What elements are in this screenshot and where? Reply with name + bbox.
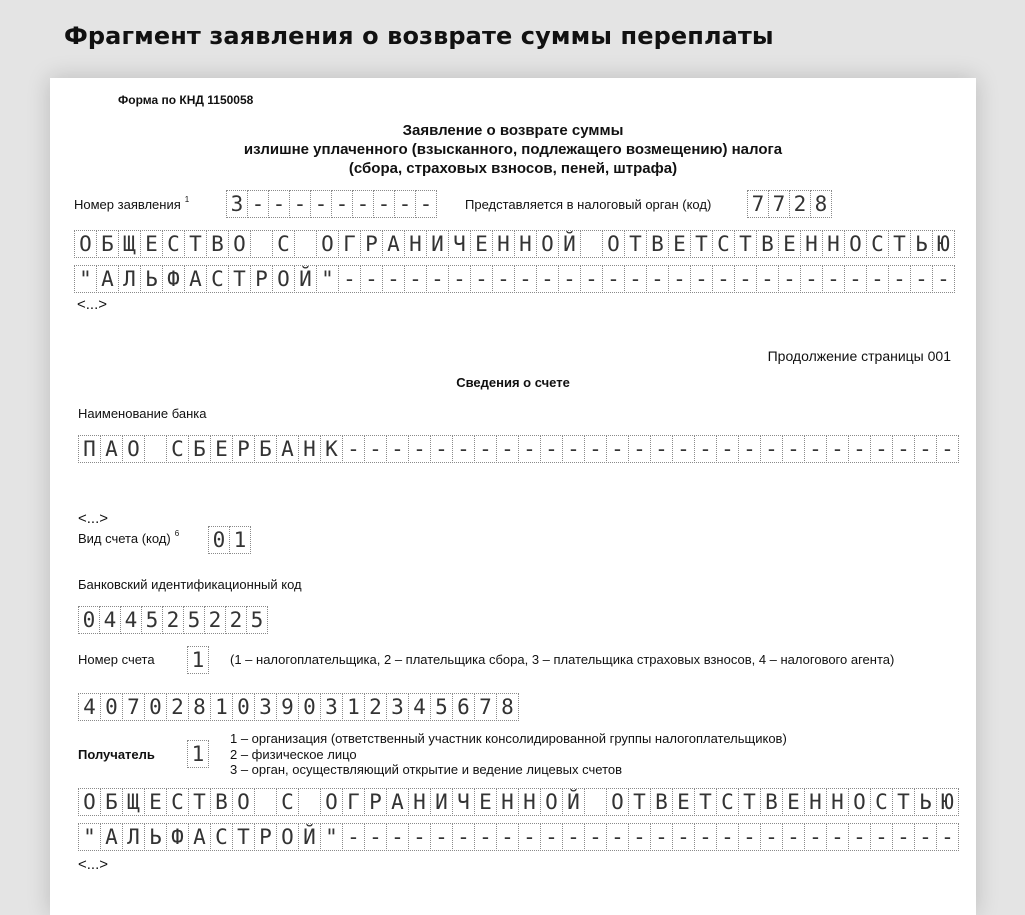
char-cell: Н xyxy=(514,230,537,258)
char-cell: - xyxy=(364,823,387,851)
char-cell: Т xyxy=(624,230,647,258)
char-cell: 3 xyxy=(254,693,277,721)
char-cell: " xyxy=(74,265,97,293)
char-cell: - xyxy=(672,823,695,851)
char-cell: Р xyxy=(232,435,255,463)
char-cell: 1 xyxy=(187,646,209,674)
char-cell: О xyxy=(602,230,625,258)
char-cell: - xyxy=(800,265,823,293)
char-cell: 7 xyxy=(122,693,145,721)
char-cell: - xyxy=(782,823,805,851)
char-cell: - xyxy=(558,265,581,293)
char-cell: - xyxy=(518,823,541,851)
char-cell: - xyxy=(580,265,603,293)
char-cell: Ф xyxy=(162,265,185,293)
char-cell: П xyxy=(78,435,101,463)
char-cell: С xyxy=(870,788,893,816)
char-cell: 1 xyxy=(229,526,251,554)
char-cell: Р xyxy=(364,788,387,816)
char-cell: - xyxy=(892,823,915,851)
bik-cells[interactable] xyxy=(78,606,268,634)
char-cell: - xyxy=(888,265,911,293)
omission-marker: <...> xyxy=(78,856,109,873)
char-cell: Т xyxy=(184,230,207,258)
char-cell: Ь xyxy=(910,230,933,258)
char-cell: 1 xyxy=(187,740,209,768)
char-cell: О xyxy=(606,788,629,816)
char-cell: 7 xyxy=(474,693,497,721)
char-cell: - xyxy=(782,435,805,463)
char-cell: - xyxy=(936,823,959,851)
char-cell: - xyxy=(470,265,493,293)
char-cell: 3 xyxy=(226,190,248,218)
document-title-line: (сбора, страховых взносов, пеней, штрафа) xyxy=(348,160,678,177)
char-cell: 4 xyxy=(120,606,142,634)
char-cell: С xyxy=(272,230,295,258)
char-cell: 2 xyxy=(789,190,811,218)
char-cell: Л xyxy=(118,265,141,293)
char-cell: - xyxy=(628,435,651,463)
char-cell: 7 xyxy=(747,190,769,218)
document-title-line: Заявление о возврате суммы xyxy=(402,122,624,139)
char-cell: 8 xyxy=(496,693,519,721)
char-cell: - xyxy=(496,435,519,463)
char-cell: Е xyxy=(672,788,695,816)
form-sheet xyxy=(50,78,976,915)
char-cell: - xyxy=(584,435,607,463)
char-cell: 0 xyxy=(298,693,321,721)
char-cell: - xyxy=(804,435,827,463)
char-cell: И xyxy=(426,230,449,258)
char-cell: Т xyxy=(690,230,713,258)
document-title xyxy=(50,121,976,178)
char-cell: Й xyxy=(558,230,581,258)
char-cell: - xyxy=(606,823,629,851)
form-code: Форма по КНД 1150058 xyxy=(118,93,254,107)
char-cell: В xyxy=(756,230,779,258)
char-cell: О xyxy=(276,823,299,851)
char-cell: С xyxy=(276,788,299,816)
char-cell: - xyxy=(848,435,871,463)
account-section-title: Сведения о счете xyxy=(456,375,570,390)
char-cell: 0 xyxy=(100,693,123,721)
bank-name-cells[interactable] xyxy=(78,435,959,463)
char-cell: 6 xyxy=(452,693,475,721)
char-cell: С xyxy=(206,265,229,293)
char-cell: - xyxy=(562,435,585,463)
char-cell: Т xyxy=(888,230,911,258)
char-cell: Е xyxy=(782,788,805,816)
char-cell: - xyxy=(426,265,449,293)
account-owner-cells[interactable] xyxy=(187,646,209,674)
char-cell: 8 xyxy=(810,190,832,218)
char-cell: - xyxy=(760,435,783,463)
char-cell: 7 xyxy=(768,190,790,218)
char-cell: И xyxy=(430,788,453,816)
char-cell: А xyxy=(96,265,119,293)
char-cell: 1 xyxy=(210,693,233,721)
char-cell: Н xyxy=(804,788,827,816)
char-cell: Б xyxy=(100,788,123,816)
footnote-marker: 6 xyxy=(174,529,180,538)
char-cell: С xyxy=(866,230,889,258)
footnote-marker: 1 xyxy=(184,195,190,204)
char-cell: 2 xyxy=(225,606,247,634)
char-cell: - xyxy=(331,190,353,218)
char-cell: - xyxy=(514,265,537,293)
char-cell: В xyxy=(646,230,669,258)
recipient-option: 1 – организация (ответственный участник консолидированной группы налогоплательщиков) xyxy=(230,731,787,746)
char-cell: Н xyxy=(822,230,845,258)
char-cell: С xyxy=(166,435,189,463)
char-cell: Е xyxy=(140,230,163,258)
char-cell: В xyxy=(210,788,233,816)
char-cell: - xyxy=(628,823,651,851)
char-cell: - xyxy=(778,265,801,293)
char-cell: Й xyxy=(294,265,317,293)
char-cell: С xyxy=(716,788,739,816)
recipient-options xyxy=(230,731,787,778)
char-cell: - xyxy=(448,265,471,293)
page-title: Фрагмент заявления о возврате суммы переплаты xyxy=(64,22,774,50)
char-cell: В xyxy=(206,230,229,258)
char-cell: - xyxy=(584,823,607,851)
char-cell: Ь xyxy=(144,823,167,851)
char-cell: Т xyxy=(628,788,651,816)
char-cell: - xyxy=(804,823,827,851)
char-cell: Ь xyxy=(914,788,937,816)
char-cell: О xyxy=(74,230,97,258)
char-cell xyxy=(250,230,273,258)
char-cell: 9 xyxy=(276,693,299,721)
char-cell: - xyxy=(474,823,497,851)
char-cell: Р xyxy=(250,265,273,293)
char-cell: - xyxy=(540,435,563,463)
char-cell: - xyxy=(932,265,955,293)
account-owner-hint: (1 – налогоплательщика, 2 – плательщика сбора, 3 – плательщика страховых взносов, 4 – налогового агента) xyxy=(230,652,895,667)
char-cell: " xyxy=(78,823,101,851)
tax-authority-label: Представляется в налоговый орган (код) xyxy=(465,197,712,212)
char-cell: - xyxy=(408,435,431,463)
char-cell: - xyxy=(430,435,453,463)
char-cell: - xyxy=(386,435,409,463)
char-cell: Е xyxy=(144,788,167,816)
char-cell: - xyxy=(734,265,757,293)
char-cell: Е xyxy=(470,230,493,258)
char-cell: Ю xyxy=(936,788,959,816)
char-cell: Б xyxy=(188,435,211,463)
char-cell: Е xyxy=(210,435,233,463)
char-cell: - xyxy=(562,823,585,851)
application-number-label-text: Номер заявления xyxy=(74,197,181,212)
char-cell: С xyxy=(210,823,233,851)
char-cell: С xyxy=(712,230,735,258)
char-cell: Н xyxy=(518,788,541,816)
char-cell: - xyxy=(822,265,845,293)
char-cell: С xyxy=(166,788,189,816)
char-cell: Ч xyxy=(448,230,471,258)
char-cell: В xyxy=(650,788,673,816)
char-cell xyxy=(584,788,607,816)
account-type-label xyxy=(78,531,179,546)
char-cell: - xyxy=(352,190,374,218)
char-cell: - xyxy=(826,823,849,851)
char-cell: Н xyxy=(800,230,823,258)
char-cell: О xyxy=(122,435,145,463)
char-cell: Н xyxy=(404,230,427,258)
char-cell: О xyxy=(844,230,867,258)
char-cell: О xyxy=(536,230,559,258)
char-cell: Е xyxy=(778,230,801,258)
char-cell: - xyxy=(646,265,669,293)
char-cell: Т xyxy=(232,823,255,851)
char-cell: Н xyxy=(826,788,849,816)
char-cell: Т xyxy=(734,230,757,258)
char-cell: - xyxy=(373,190,395,218)
account-type-label-text: Вид счета (код) xyxy=(78,531,171,546)
page-continuation-note: Продолжение страницы 001 xyxy=(767,348,951,364)
char-cell: - xyxy=(672,435,695,463)
char-cell: - xyxy=(624,265,647,293)
char-cell: Т xyxy=(228,265,251,293)
char-cell: 4 xyxy=(78,693,101,721)
char-cell xyxy=(144,435,167,463)
char-cell: 2 xyxy=(204,606,226,634)
char-cell: - xyxy=(536,265,559,293)
char-cell: Щ xyxy=(122,788,145,816)
char-cell: - xyxy=(408,823,431,851)
char-cell: Н xyxy=(408,788,431,816)
char-cell: Щ xyxy=(118,230,141,258)
char-cell: К xyxy=(320,435,343,463)
char-cell: - xyxy=(866,265,889,293)
char-cell: - xyxy=(844,265,867,293)
char-cell: - xyxy=(338,265,361,293)
char-cell: 3 xyxy=(320,693,343,721)
document-title-line: излишне уплаченного (взысканного, подлежащего возмещению) налога xyxy=(243,141,783,158)
bik-label: Банковский идентификационный код xyxy=(78,577,302,592)
application-number-cells[interactable] xyxy=(226,190,437,218)
char-cell: 5 xyxy=(246,606,268,634)
char-cell: О xyxy=(272,265,295,293)
char-cell: 0 xyxy=(208,526,230,554)
char-cell: - xyxy=(716,823,739,851)
tax-authority-cells[interactable] xyxy=(747,190,832,218)
char-cell: А xyxy=(386,788,409,816)
recipient-name-line-1[interactable] xyxy=(78,788,959,816)
char-cell: - xyxy=(452,435,475,463)
char-cell: 5 xyxy=(430,693,453,721)
char-cell: - xyxy=(694,823,717,851)
char-cell: - xyxy=(756,265,779,293)
char-cell: О xyxy=(540,788,563,816)
bank-name-label: Наименование банка xyxy=(78,406,207,421)
char-cell: - xyxy=(870,435,893,463)
char-cell: - xyxy=(870,823,893,851)
char-cell: - xyxy=(606,435,629,463)
char-cell: - xyxy=(364,435,387,463)
recipient-name-line-2[interactable] xyxy=(78,823,959,851)
char-cell: 3 xyxy=(386,693,409,721)
char-cell: 4 xyxy=(99,606,121,634)
char-cell: - xyxy=(694,435,717,463)
omission-marker: <...> xyxy=(77,296,108,313)
char-cell: Ю xyxy=(932,230,955,258)
recipient-option: 2 – физическое лицо xyxy=(230,746,357,762)
char-cell: О xyxy=(228,230,251,258)
organization-name-line-2[interactable] xyxy=(74,265,955,293)
char-cell: 5 xyxy=(183,606,205,634)
char-cell: 0 xyxy=(144,693,167,721)
char-cell: Ч xyxy=(452,788,475,816)
char-cell: А xyxy=(184,265,207,293)
char-cell: - xyxy=(268,190,290,218)
char-cell: Н xyxy=(496,788,519,816)
account-number-cells[interactable] xyxy=(78,693,519,721)
char-cell: - xyxy=(518,435,541,463)
char-cell: 0 xyxy=(232,693,255,721)
char-cell: " xyxy=(320,823,343,851)
char-cell: - xyxy=(342,435,365,463)
char-cell: - xyxy=(310,190,332,218)
char-cell: Г xyxy=(338,230,361,258)
char-cell: - xyxy=(738,435,761,463)
char-cell: - xyxy=(892,435,915,463)
char-cell xyxy=(294,230,317,258)
char-cell: С xyxy=(162,230,185,258)
char-cell: Т xyxy=(694,788,717,816)
char-cell: - xyxy=(650,823,673,851)
char-cell: - xyxy=(247,190,269,218)
char-cell: 2 xyxy=(166,693,189,721)
char-cell: - xyxy=(415,190,437,218)
char-cell: А xyxy=(276,435,299,463)
recipient-label: Получатель xyxy=(78,747,155,762)
recipient-option: 3 – орган, осуществляющий открытие и ведение лицевых счетов xyxy=(230,762,623,777)
char-cell: Л xyxy=(122,823,145,851)
char-cell: - xyxy=(716,435,739,463)
char-cell: Т xyxy=(188,788,211,816)
char-cell: Р xyxy=(254,823,277,851)
char-cell: Н xyxy=(298,435,321,463)
account-type-cells[interactable] xyxy=(208,526,251,554)
char-cell: О xyxy=(848,788,871,816)
char-cell: - xyxy=(360,265,383,293)
char-cell: Ф xyxy=(166,823,189,851)
char-cell: Т xyxy=(892,788,915,816)
char-cell: Й xyxy=(562,788,585,816)
char-cell: - xyxy=(936,435,959,463)
char-cell: - xyxy=(914,435,937,463)
application-number-label xyxy=(74,197,189,212)
char-cell: - xyxy=(404,265,427,293)
char-cell: Е xyxy=(474,788,497,816)
char-cell: О xyxy=(232,788,255,816)
char-cell: - xyxy=(430,823,453,851)
char-cell: 2 xyxy=(364,693,387,721)
char-cell: - xyxy=(474,435,497,463)
char-cell: А xyxy=(382,230,405,258)
char-cell: - xyxy=(382,265,405,293)
char-cell: - xyxy=(712,265,735,293)
char-cell: 8 xyxy=(188,693,211,721)
char-cell: " xyxy=(316,265,339,293)
char-cell: - xyxy=(910,265,933,293)
char-cell xyxy=(580,230,603,258)
char-cell: А xyxy=(188,823,211,851)
char-cell: Н xyxy=(492,230,515,258)
char-cell: - xyxy=(848,823,871,851)
char-cell: - xyxy=(760,823,783,851)
char-cell: Т xyxy=(738,788,761,816)
char-cell: О xyxy=(78,788,101,816)
char-cell xyxy=(298,788,321,816)
char-cell: - xyxy=(496,823,519,851)
char-cell: - xyxy=(690,265,713,293)
char-cell: Р xyxy=(360,230,383,258)
char-cell: 1 xyxy=(342,693,365,721)
recipient-cells[interactable] xyxy=(187,740,209,768)
char-cell: Й xyxy=(298,823,321,851)
char-cell xyxy=(254,788,277,816)
char-cell: - xyxy=(342,823,365,851)
char-cell: - xyxy=(492,265,515,293)
char-cell: - xyxy=(650,435,673,463)
char-cell: 5 xyxy=(141,606,163,634)
char-cell: О xyxy=(316,230,339,258)
char-cell: - xyxy=(289,190,311,218)
char-cell: - xyxy=(826,435,849,463)
account-number-label: Номер счета xyxy=(78,652,155,667)
char-cell: Г xyxy=(342,788,365,816)
char-cell: - xyxy=(540,823,563,851)
char-cell: - xyxy=(602,265,625,293)
char-cell: 2 xyxy=(162,606,184,634)
organization-name-line-1[interactable] xyxy=(74,230,955,258)
char-cell: А xyxy=(100,823,123,851)
char-cell: - xyxy=(386,823,409,851)
char-cell: - xyxy=(914,823,937,851)
char-cell: - xyxy=(452,823,475,851)
char-cell: 0 xyxy=(78,606,100,634)
char-cell: О xyxy=(320,788,343,816)
char-cell: Б xyxy=(96,230,119,258)
char-cell: - xyxy=(738,823,761,851)
char-cell: 4 xyxy=(408,693,431,721)
char-cell: В xyxy=(760,788,783,816)
char-cell: - xyxy=(394,190,416,218)
char-cell: А xyxy=(100,435,123,463)
omission-marker: <...> xyxy=(78,510,109,527)
char-cell: Б xyxy=(254,435,277,463)
char-cell: Е xyxy=(668,230,691,258)
char-cell: - xyxy=(668,265,691,293)
char-cell: Ь xyxy=(140,265,163,293)
